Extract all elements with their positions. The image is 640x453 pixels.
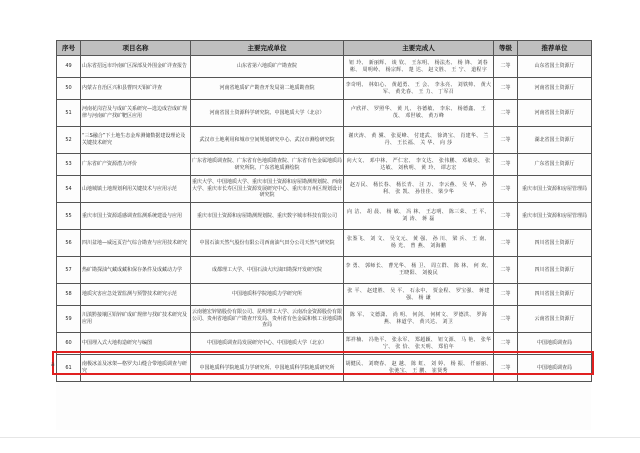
row-number: 57 bbox=[57, 257, 81, 284]
margin-mark: a bbox=[51, 361, 55, 368]
project-name-cell: 南极冰盖及冰架—格罗夫山缝合带地质调查与研究 bbox=[81, 355, 191, 382]
main-unit-cell: 中国地质科学院地质力学研究所、中国地质科学院地质研究所 bbox=[191, 355, 344, 382]
recommender-cell: 重庆市国土资源和房屋管理局 bbox=[518, 203, 592, 230]
project-name-cell: 中国埋入式大地构造研究与编图 bbox=[81, 333, 191, 355]
row-number: 61 bbox=[57, 355, 81, 382]
recommender-cell: 山东省国土资源厅 bbox=[518, 56, 592, 78]
recommender-cell: 湖北省国土资源厅 bbox=[518, 127, 592, 154]
main-unit-cell: 中国石油天然气股份有限公司西南油气田分公司天然气研究院 bbox=[191, 230, 344, 257]
main-people-cell: 张 平、 赵建胜、 吴 平、 石永中、 贾金程、 罗宝强、 蒋建强、 杨 谦 bbox=[344, 284, 494, 306]
row-number: 58 bbox=[57, 284, 81, 306]
project-name-cell: 山地城镇土地规划利用关键技术与应用示范 bbox=[81, 176, 191, 203]
header-no: 序号 bbox=[57, 41, 81, 56]
table-row bbox=[57, 333, 592, 355]
row-number: 56 bbox=[57, 230, 81, 257]
level-cell: 二等 bbox=[494, 355, 518, 382]
main-unit-cell: 武汉市土地利用和城市空间规划研究中心、武汉市测绘研究院 bbox=[191, 127, 344, 154]
project-name-cell: 地质灾害应急处置监测与预警技术研究示范 bbox=[81, 284, 191, 306]
recommender-cell: 河南省国土资源厅 bbox=[518, 78, 592, 100]
table-header-row bbox=[57, 41, 592, 56]
row-number: 50 bbox=[57, 78, 81, 100]
table-row bbox=[57, 176, 592, 203]
main-people-cell: 郑祥楠、 冯艳平、 张永军、 郑超颖、 钮文源、 马 艳、 张华宁、 张 恰、 张天明、 郑伯年 bbox=[344, 333, 494, 355]
header-level: 等级 bbox=[494, 41, 518, 56]
project-name-cell: 河南花岗岩及与成矿关系研究—选边成岩成矿规律与河南矿产找矿靶区应用 bbox=[81, 100, 191, 127]
level-cell: 二等 bbox=[494, 203, 518, 230]
table-row bbox=[57, 284, 592, 306]
level-cell: 二等 bbox=[494, 176, 518, 203]
table-row bbox=[57, 257, 592, 284]
level-cell: 二等 bbox=[494, 56, 518, 78]
main-people-cell: 李奇明、 林如心、 黄超勇、 王 会、 李永亮、 刘铁帅、 黄大军、 黄先春、 王 力、 丁军召 bbox=[344, 78, 494, 100]
table-row bbox=[57, 203, 592, 230]
recommender-cell: 中国地质调查局 bbox=[518, 355, 592, 382]
main-people-cell: 卢欣祥、 罗照华、 黄 凡、 谷德敏、 李东、 杨德鑫、 王 茂、 邓世敏、 黄万峰 bbox=[344, 100, 494, 127]
main-unit-cell: 重庆市国土资源和房屋勘测规划院、重庆数字城市科技有限公司 bbox=[191, 203, 344, 230]
level-cell: 二等 bbox=[494, 100, 518, 127]
project-name-cell: 内蒙古自治区兴和县曹四天钼矿详查 bbox=[81, 78, 191, 100]
main-people-cell: 胡健民、 刘晓春、 赵 越、 陈 虹、 刘 婷、 杨 振、 仟丽丽、 张弛宝、 王 鹏、 崔贤秀 bbox=[344, 355, 494, 382]
header-main-people: 主要完成人 bbox=[344, 41, 494, 56]
project-name-cell: 川滇黔接壤区铅锌矿成矿规律与找矿技术研究及应用 bbox=[81, 306, 191, 333]
table-row bbox=[57, 56, 592, 78]
recommender-cell: 四川省国土资源厅 bbox=[518, 284, 592, 306]
recommender-cell: 四川省国土资源厅 bbox=[518, 230, 592, 257]
main-unit-cell: 河南省国土资源科学研究院、中国地质大学（北京） bbox=[191, 100, 344, 127]
main-people-cell: 向 洁、 胡 晨、 杨 敏、 冯 林、 王志明、 陈三荣、 王 平、 刘 涛、 蒋 磊 bbox=[344, 203, 494, 230]
recommender-cell: 四川省国土资源厅 bbox=[518, 257, 592, 284]
row-number: 51 bbox=[57, 100, 81, 127]
level-cell: 二等 bbox=[494, 257, 518, 284]
row-number: 55 bbox=[57, 203, 81, 230]
main-people-cell: 向大文、 邓中林、 严仁宏、 李文达、 张伟鹏、 邓敏亮、 张达敏、 刘秋明、 黄 玲、 谭志宏 bbox=[344, 154, 494, 176]
header-main-unit: 主要完成单位 bbox=[191, 41, 344, 56]
main-people-cell: 张鉴飞、 刘 文、 吴文元、 黄 强、 孙 川、 梁 兵、 王 南、 杨 光、 曾 燕、 刘海鹏 bbox=[344, 230, 494, 257]
table-row bbox=[57, 355, 592, 382]
main-people-cell: 赵万民、 杨长春、 杨长青、 汪 万、 李云燕、 吴 华、 孙 利、 张 凯、 孙佳佳、 梁少华 bbox=[344, 176, 494, 203]
main-unit-cell: 重庆大学、中国地质大学、重庆市国土资源和房屋勘测规划院、西南大学、重庆市长寿区国土资源发展研究中心、重庆市万州区规划设计研究院 bbox=[191, 176, 344, 203]
project-name-cell: 四川盆地—威远页岩气综合勘查与应用技术研究 bbox=[81, 230, 191, 257]
recommender-cell: 广东省国土资源厅 bbox=[518, 154, 592, 176]
level-cell: 二等 bbox=[494, 284, 518, 306]
table-row bbox=[57, 306, 592, 333]
main-people-cell: 谢庆涛、 黄 骥、 张夏峰、 付建武、 徐鸿宝、 肖建华、 兰 丹、 王长福、 关 华、 向 莎 bbox=[344, 127, 494, 154]
main-people-cell: 陈 军、 文德潇、 尚 明、 何剑、 何树文、 罗德洪、 罗海燕、 林道学、 黄兴达、 刘卫 bbox=[344, 306, 494, 333]
main-unit-cell: 广东省地质调查院、广东省有色地质勘查院、广东省有色金属地质局研究所院、广东省地质测绘院 bbox=[191, 154, 344, 176]
header-recommender: 推荐单位 bbox=[518, 41, 592, 56]
recommender-cell: 中国地质调查局 bbox=[518, 333, 592, 355]
row-number: 49 bbox=[57, 56, 81, 78]
row-number: 60 bbox=[57, 333, 81, 355]
main-people-cell: 钮 玲、 新丽辉、 谈 钦、 王东明、 杨法杰、 杨 锋、 刘春彬、 周明岭、 杨宗辉、 楚 达、 赵文胜、 王 宁、 道程宇 bbox=[344, 56, 494, 78]
project-name-cell: “三S融合”下土地生态金库测储数据建设理论及关键技术研究 bbox=[81, 127, 191, 154]
level-cell: 二等 bbox=[494, 230, 518, 257]
main-unit-cell: 中国地质调查局发展研究中心、中国地质大学（北京） bbox=[191, 333, 344, 355]
main-unit-cell: 中国地质科学院地质力学研究所 bbox=[191, 284, 344, 306]
row-number: 54 bbox=[57, 176, 81, 203]
project-name-cell: 广东省矿产资源潜力评价 bbox=[81, 154, 191, 176]
project-name-cell: 热矿勘探油气藏成藏和保存条件及成藏动力学 bbox=[81, 257, 191, 284]
table-row bbox=[57, 127, 592, 154]
table-row bbox=[57, 154, 592, 176]
row-number: 59 bbox=[57, 306, 81, 333]
award-list-sheet bbox=[56, 40, 591, 430]
level-cell: 二等 bbox=[494, 78, 518, 100]
recommender-cell: 重庆市国土资源和房屋管理局 bbox=[518, 176, 592, 203]
main-people-cell: 李 勇、 郭师长、 曹光华、 杨 卫、 周立群、 陈 林、 何 欢、 王晓阳、 刘俊民 bbox=[344, 257, 494, 284]
level-cell: 二等 bbox=[494, 333, 518, 355]
scan-divider bbox=[0, 437, 640, 438]
level-cell: 二等 bbox=[494, 306, 518, 333]
main-unit-cell: 云南驰宏锌锗股份有限公司、昆明理工大学、云南冶金资源股份有限公司、贵州省地质矿产勘查开发局、贵州省有色金属和核工业地质勘查局 bbox=[191, 306, 344, 333]
level-cell: 二等 bbox=[494, 154, 518, 176]
header-project-name: 项目名称 bbox=[81, 41, 191, 56]
table-row bbox=[57, 100, 592, 127]
main-unit-cell: 成都理工大学、中国石油大庆油田勘探开发研究院 bbox=[191, 257, 344, 284]
recommender-cell: 河南省国土资源厅 bbox=[518, 100, 592, 127]
recommender-cell: 云南省国土资源厅 bbox=[518, 306, 592, 333]
table-row bbox=[57, 230, 592, 257]
row-number: 52 bbox=[57, 127, 81, 154]
main-unit-cell: 河南省地质矿产勘查开发局第二地质勘查院 bbox=[191, 78, 344, 100]
award-table bbox=[56, 40, 592, 382]
main-unit-cell: 山东省第六地质矿产勘查院 bbox=[191, 56, 344, 78]
project-name-cell: 山东省招远市玲南矿区深部及外围金矿详查报告 bbox=[81, 56, 191, 78]
project-name-cell: 重庆市国土资源遥感调查监测系统建设与应用 bbox=[81, 203, 191, 230]
level-cell: 二等 bbox=[494, 127, 518, 154]
table-row bbox=[57, 78, 592, 100]
row-number: 53 bbox=[57, 154, 81, 176]
